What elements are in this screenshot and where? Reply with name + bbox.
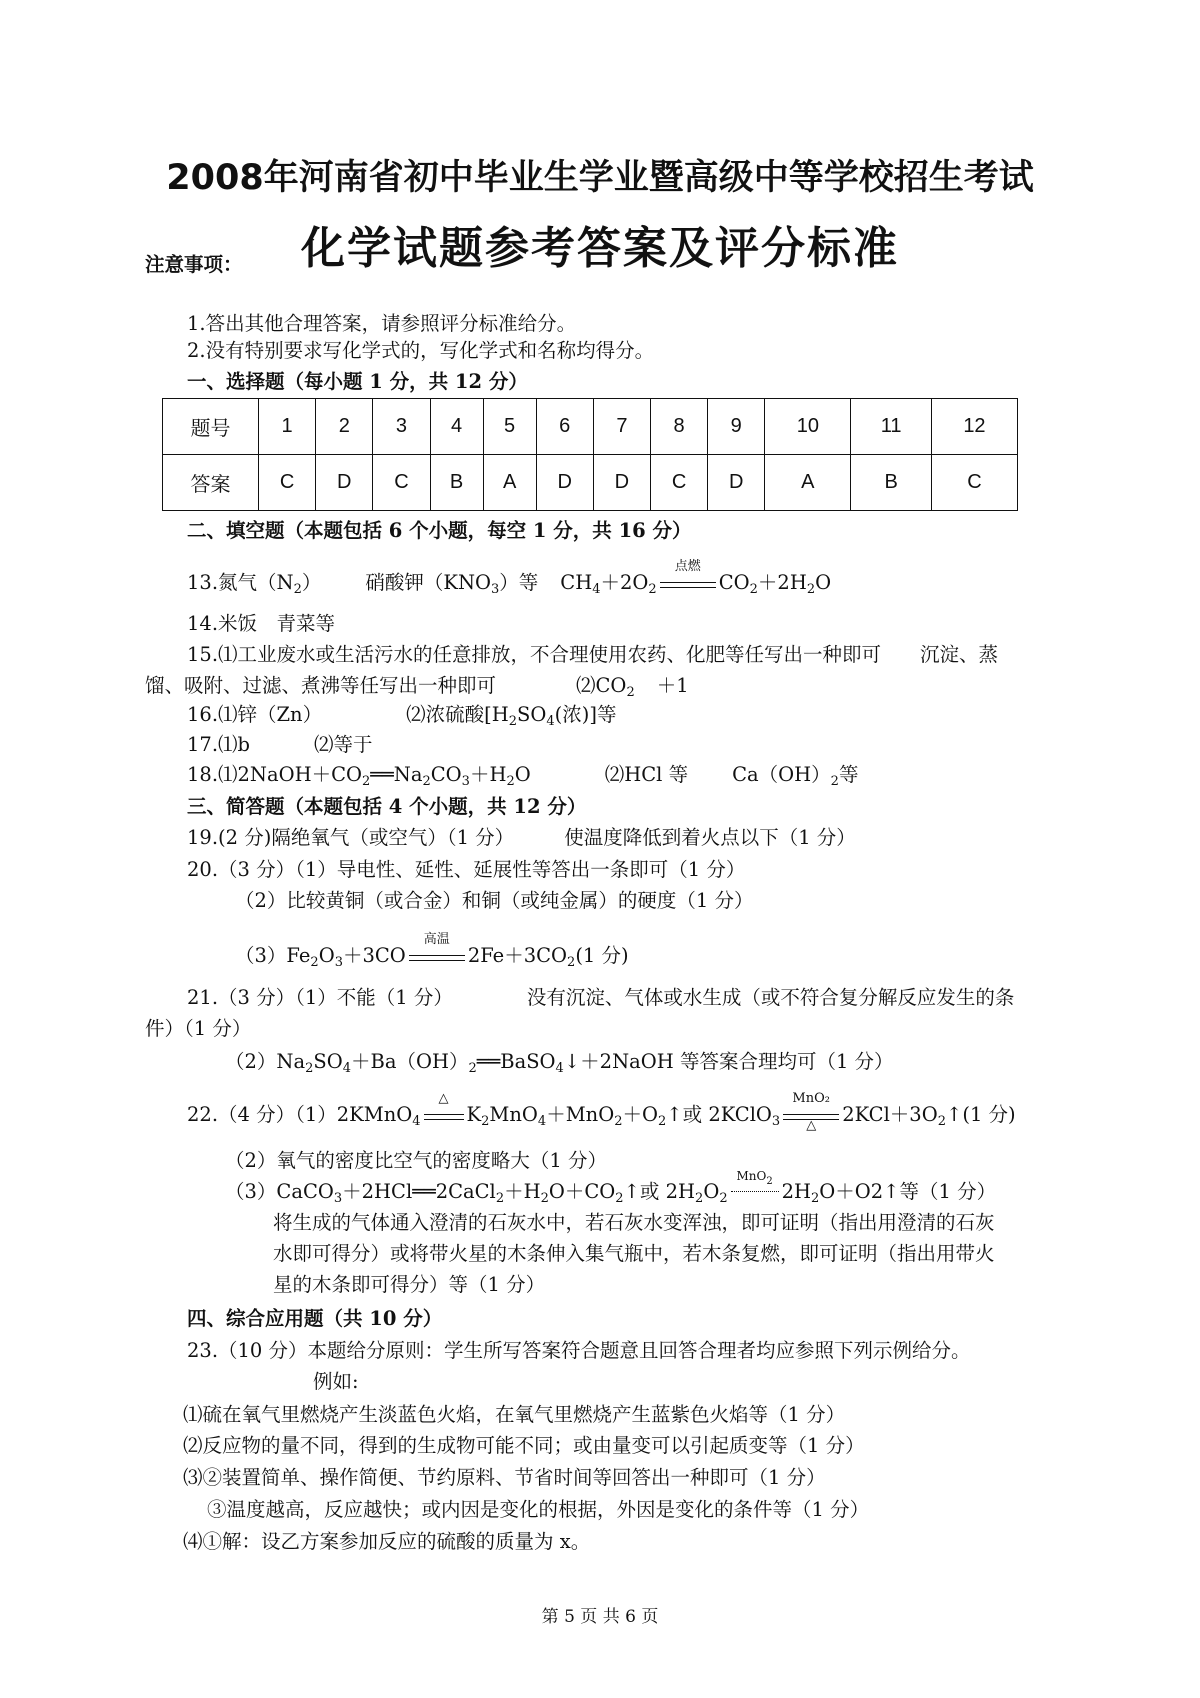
table-cell: 6 xyxy=(536,399,593,455)
q23-line-1: 23.（10 分）本题给分原则：学生所写答案符合题意且回答合理者均应参照下列示例给分。 xyxy=(187,1339,971,1362)
table-cell: A xyxy=(483,455,536,511)
table-cell: C xyxy=(650,455,707,511)
table-cell: 5 xyxy=(483,399,536,455)
q23-line-2: 例如: xyxy=(313,1370,359,1393)
table-cell: 11 xyxy=(851,399,932,455)
q17-line: 17.⑴b ⑵等于 xyxy=(187,733,373,756)
q22-line-6: 星的木条即可得分）等（1 分） xyxy=(273,1273,546,1296)
table-cell: 1 xyxy=(259,399,316,455)
reaction-condition: 点燃 xyxy=(657,570,719,596)
table-cell: 2 xyxy=(316,399,373,455)
table-cell: D xyxy=(536,455,593,511)
notes-heading: 注意事项： xyxy=(145,253,243,276)
reaction-condition: 高温 xyxy=(406,943,468,969)
table-row-answers xyxy=(163,455,1018,511)
table-cell: 12 xyxy=(931,399,1017,455)
q16-line: 16.⑴锌（Zn） ⑵浓硫酸[$H_2SO_4$(浓)]等 xyxy=(187,703,617,729)
table-cell: D xyxy=(316,455,373,511)
note-2: 2.没有特别要求写化学式的，写化学式和名称均得分。 xyxy=(187,339,655,362)
q18-line: $18.⑴2NaOH+CO_2══Na_2CO_3+H_2O$ ⑵HCl 等 $Ca(OH)_2$等 xyxy=(187,763,859,789)
q20-line-3: $(3)Fe_2O_3+3CO$ 高温 $2Fe+3CO_2(1$ 分) xyxy=(235,932,629,970)
reaction-condition: △ xyxy=(421,1102,467,1128)
table-cell: 4 xyxy=(430,399,483,455)
table-cell: C xyxy=(259,455,316,511)
q20-line-1: 20.（3 分）（1）导电性、延性、延展性等答出一条即可（1 分） xyxy=(187,858,746,881)
table-header-answer: 答案 xyxy=(163,455,259,511)
table-cell: 10 xyxy=(765,399,851,455)
q22-line-4: 将生成的气体通入澄清的石灰水中，若石灰水变浑浊，即可证明（指出用澄清的石灰 xyxy=(273,1211,995,1234)
table-cell: C xyxy=(931,455,1017,511)
q13-line: 13.氮气$(N_2)$ 硝酸钾$(KNO_3)$等 $CH_4+2O_2$ 点燃 $CO_2+2H_2O$ xyxy=(187,559,832,597)
title-line-2: 化学试题参考答案及评分标准 xyxy=(301,223,899,274)
page-footer: 第 5 页 共 6 页 xyxy=(541,1607,659,1627)
table-cell: D xyxy=(593,455,650,511)
q23-line-4: ⑵反应物的量不同，得到的生成物可能不同；或由量变可以引起质变等（1 分） xyxy=(183,1434,865,1457)
table-row-numbers xyxy=(163,399,1018,455)
answer-table xyxy=(162,398,1018,511)
table-cell: B xyxy=(430,455,483,511)
q21-line-3: $(2)Na_2SO_4+Ba(OH)_2══BaSO_4↓+2NaOH$ 等答案合理均可（1 分） xyxy=(225,1050,894,1076)
table-cell: C xyxy=(373,455,430,511)
q22-line-5: 水即可得分）或将带火星的木条伸入集气瓶中，若木条复燃，即可证明（指出用带火 xyxy=(273,1242,995,1265)
section-4-heading: 四、综合应用题（共 10 分） xyxy=(187,1307,443,1330)
q15-line-2: 馏、吸附、过滤、煮沸等任写出一种即可 $⑵CO_2 +1$ xyxy=(145,674,689,700)
q22-line-1: 22.（4 分）（1）2KMnO$_4$ △ $K_2MnO_4+MnO_2+O_2↑$或 2KClO$_3$ MnO₂ △ $2KCl+3O_2↑(1$ 分) xyxy=(187,1091,1016,1133)
table-cell: 8 xyxy=(650,399,707,455)
q14-line: 14.米饭 青菜等 xyxy=(187,612,336,635)
table-header-number: 题号 xyxy=(163,399,259,455)
q15-line-1: 15.⑴工业废水或生活污水的任意排放，不合理使用农药、化肥等任写出一种即可 沉淀、蒸 xyxy=(187,643,999,666)
q23-line-3: ⑴硫在氧气里燃烧产生淡蓝色火焰，在氧气里燃烧产生蓝紫色火焰等（1 分） xyxy=(183,1403,846,1426)
q19-line: 19.(2 分)隔绝氧气（或空气）（1 分） 使温度降低到着火点以下（1 分） xyxy=(187,826,856,849)
table-cell: 9 xyxy=(708,399,765,455)
table-cell: D xyxy=(708,455,765,511)
q23-line-7: ⑷①解：设乙方案参加反应的硫酸的质量为 x。 xyxy=(183,1530,591,1553)
q20-line-2: （2）比较黄铜（或合金）和铜（或纯金属）的硬度（1 分） xyxy=(235,889,754,912)
q22-line-3: $(3)CaCO_3+2HCl══2CaCl_2+H_2O+CO_2↑$或 $2H_2O_2$ MnO$_2$ $2H_2O+O2↑$等（1 分） xyxy=(225,1169,997,1206)
reaction-condition: MnO₂ △ xyxy=(780,1102,842,1128)
q21-line-1: 21.（3 分）（1）不能（1 分） 没有沉淀、气体或水生成（或不符合复分解反应发生的条 xyxy=(187,986,1015,1009)
section-2-heading: 二、填空题（本题包括 6 个小题，每空 1 分，共 16 分） xyxy=(187,519,692,542)
q21-line-2: 件）（1 分） xyxy=(145,1017,252,1040)
table-cell: B xyxy=(851,455,932,511)
table-cell: A xyxy=(765,455,851,511)
section-3-heading: 三、简答题（本题包括 4 个小题，共 12 分） xyxy=(187,795,587,818)
reaction-condition: MnO$_2$ xyxy=(728,1179,782,1205)
section-1-heading: 一、选择题（每小题 1 分，共 12 分） xyxy=(187,370,528,393)
q23-line-5: ⑶②装置简单、操作简便、节约原料、节省时间等回答出一种即可（1 分） xyxy=(183,1466,826,1489)
title-line-1: 2008年河南省初中毕业生学业暨高级中等学校招生考试 xyxy=(166,158,1034,198)
table-cell: 7 xyxy=(593,399,650,455)
q23-line-6: ③温度越高，反应越快；或内因是变化的根据，外因是变化的条件等（1 分） xyxy=(207,1498,870,1521)
q22-line-2: （2）氧气的密度比空气的密度略大（1 分） xyxy=(225,1149,608,1172)
table-cell: 3 xyxy=(373,399,430,455)
note-1: 1.答出其他合理答案，请参照评分标准给分。 xyxy=(187,312,577,335)
